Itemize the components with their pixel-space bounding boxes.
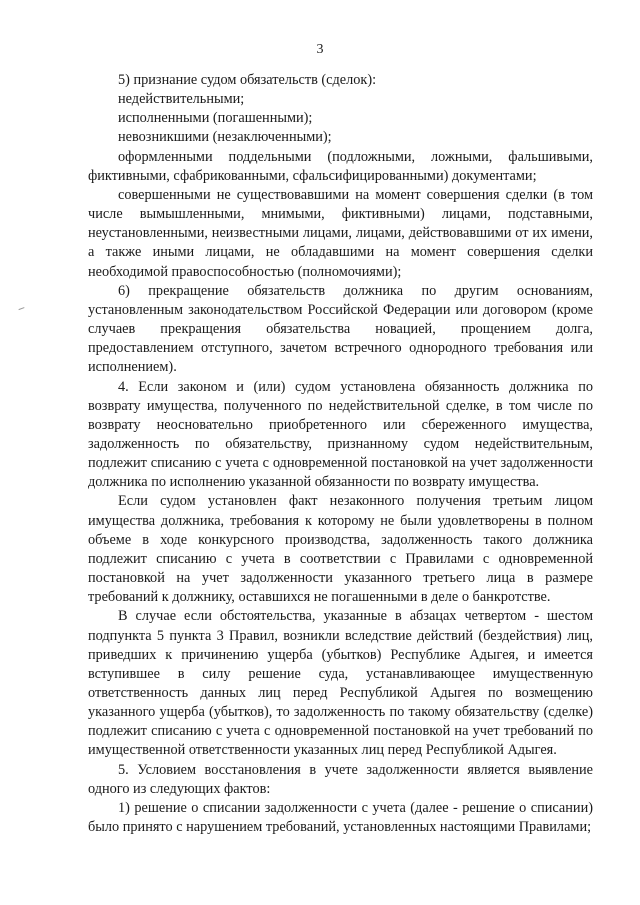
paragraph-executed: исполненными (погашенными); [118, 110, 313, 127]
page-number: 3 [316, 42, 324, 57]
paragraph-damage-liability: В случае если обстоятельства, указанные в абзацах четвертом - шестом подпункта 5 пункта 3 Правил, возникли вследствие действий (бездействия) лиц, приведших к причинению ущерба (убытков) Республике Адыгея, и имеется вступившее в силу решение суда, устанавливающее имущественную ответственность данных лиц перед Республикой Адыгея по возмещению указанного ущерба (убытков), то задолженность по такому обязательству (сделке) подлежит списанию с учета с одновременной постановкой на учет требований по имущественной ответственности указанных лиц перед Республикой Адыгея. [88, 608, 593, 759]
paragraph-invalid: недействительными; [118, 91, 245, 108]
paragraph-item-6-termination: 6) прекращение обязательств должника по другим основаниям, установленным законодательством Российской Федерации или договором (кроме случаев прекращения обязательства новацией, прощением долга, предоставлением отступного, зачетом встречного однородного требования или исполнением). [88, 282, 593, 376]
paragraph-third-party: Если судом установлен факт незаконного получения третьим лицом имущества должника, требования к которому не были удовлетворены в полном объеме в ходе конкурсного производства, задолженность такого должника подлежит списанию с учета в соответствии с Правилами с одновременной постановкой на учет задолженности указанного третьего лица в размере требований к должнику, оставшихся не погашенными в деле о банкротстве. [88, 493, 593, 606]
paragraph-forged-documents: оформленными поддельными (подложными, ложными, фальшивыми, фиктивными, сфабрикованными, сфальсифицированными) документами; [88, 148, 593, 184]
paragraph-item-5-recognition: 5) признание судом обязательств (сделок): [118, 72, 377, 88]
paragraph-section-4: 4. Если законом и (или) судом установлена обязанность должника по возврату имущества, полученного по недействительной сделке, в том числе по возврату неосновательно приобретенного или сбереженного имущества, задолженность по обязательству, признанному судом недействительным, подлежит списанию с учета с одновременной постановкой на учет задолженности должника по исполнению указанной обязанности по возврату имущества. [88, 378, 593, 491]
paragraph-nonexistent-persons: совершенными не существовавшими на момент совершения сделки (в том числе вымышленными, мнимыми, фиктивными) лицами, подставными, неустановленными, неизвестными лицами, лицами, действовавшими от их имени, а также иными лицами, не обладавшими на момент совершения сделки необходимой правоспособностью (полномочиями); [88, 186, 593, 280]
paragraph-section-5-item-1: 1) решение о списании задолженности с учета (далее - решение о списании) было принято с нарушением требований, установленных настоящими Правилами; [88, 799, 593, 836]
margin-mark [18, 307, 25, 313]
paragraph-section-5: 5. Условием восстановления в учете задолженности является выявление одного из следующих фактов: [88, 761, 593, 797]
paragraph-not-arisen: невозникшими (незаключенными); [118, 129, 332, 146]
document-body [88, 71, 593, 837]
